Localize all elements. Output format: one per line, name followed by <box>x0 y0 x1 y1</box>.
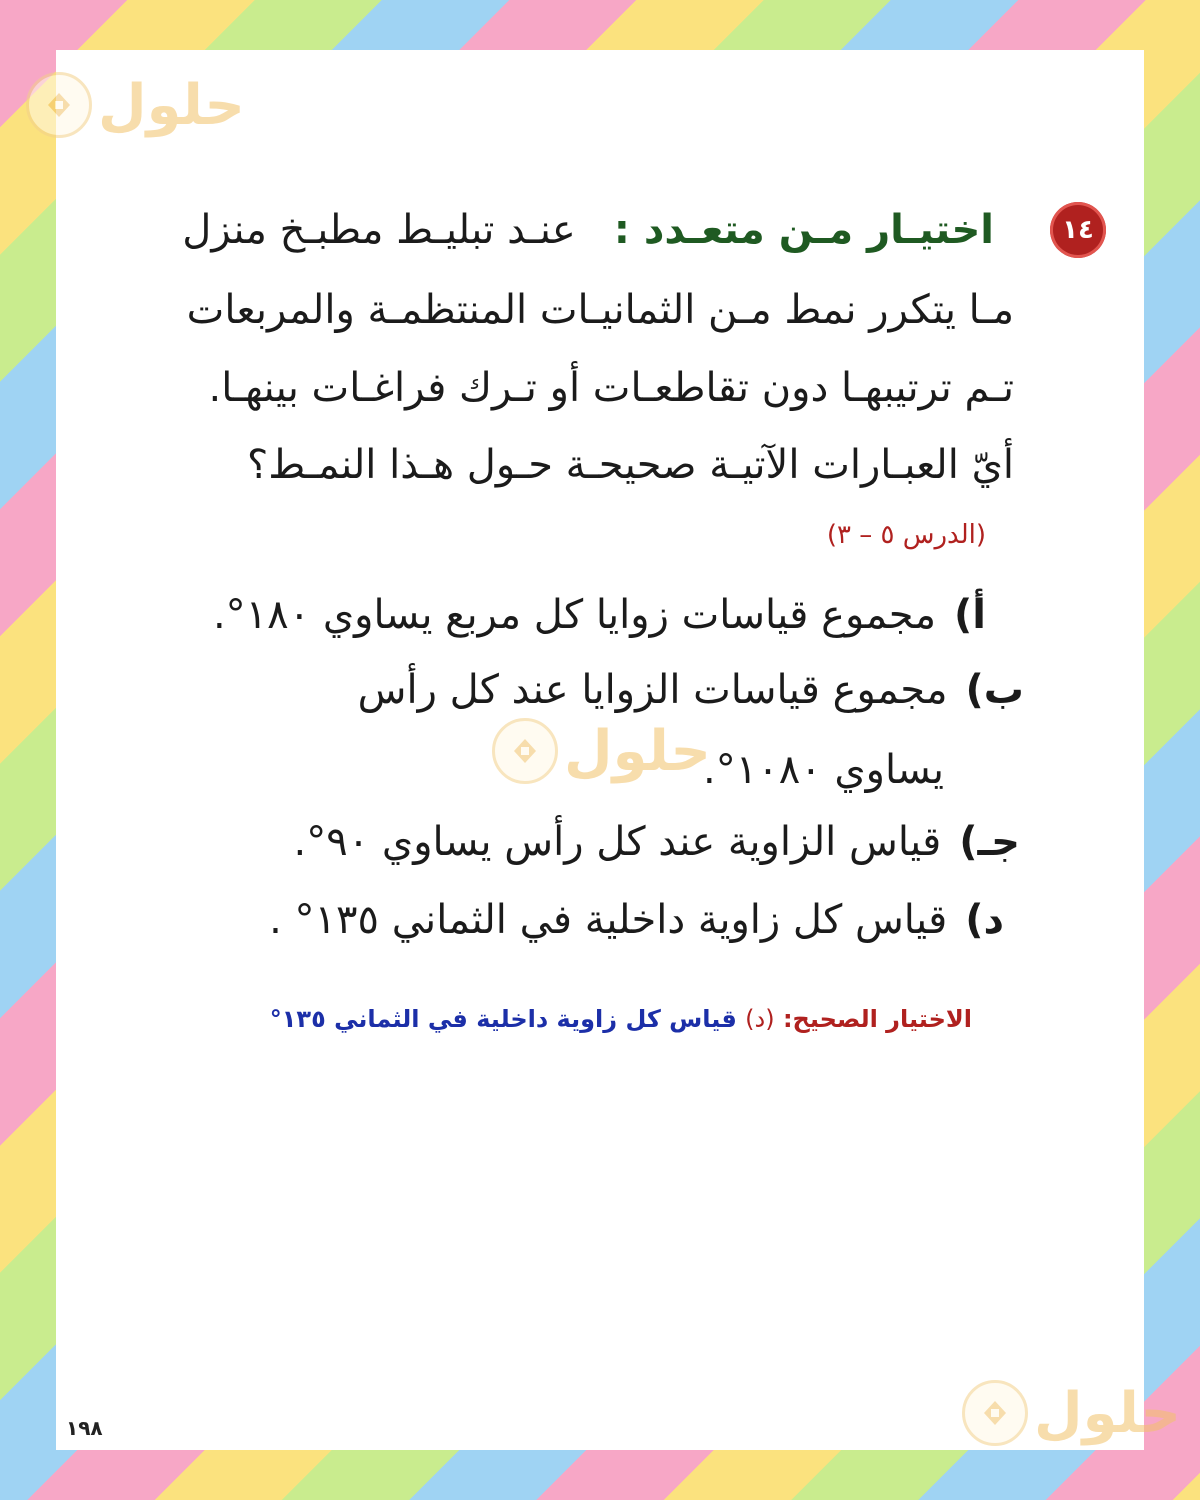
watermark-text: حلول <box>1034 1380 1181 1446</box>
answer-text: قياس كل زاوية داخلية في الثماني ١٣٥° <box>269 1005 737 1033</box>
worksheet-page <box>56 50 1181 1450</box>
watermark-logo-center <box>492 718 711 784</box>
option-b-letter: ب) <box>965 667 1024 713</box>
option-b <box>357 667 1024 713</box>
option-a-letter: أ) <box>954 592 986 638</box>
book-icon <box>492 718 558 784</box>
option-d-text: قياس كل زاوية داخلية في الثماني ١٣٥° . <box>269 897 948 943</box>
option-a-text: مجموع قياسات زوايا كل مربع يساوي ١٨٠°. <box>212 592 936 638</box>
option-b-continued: يساوي ١٠٨٠°. <box>703 747 944 793</box>
option-d <box>269 897 1004 943</box>
lesson-reference: (الدرس ٥ – ٣) <box>826 520 986 550</box>
question-number-badge: ١٤ <box>1050 202 1106 258</box>
answer-label: الاختيار الصحيح: <box>782 1005 972 1033</box>
book-icon <box>962 1380 1028 1446</box>
option-b-text: مجموع قياسات الزوايا عند كل رأس <box>357 667 948 713</box>
question-heading: اختيـار مـن متعـدد : <box>613 207 994 253</box>
option-d-letter: د) <box>965 897 1004 943</box>
watermark-text: حلول <box>564 718 711 784</box>
watermark-logo <box>26 72 245 138</box>
question-line-2: مـا يتكرر نمط مـن الثمانيـات المنتظمـة والمربعات <box>186 287 1014 333</box>
question-line-1 <box>182 207 994 253</box>
watermark-text: حلول <box>98 72 245 138</box>
answer-letter: (د) <box>745 1005 775 1033</box>
option-c-letter: جـ) <box>959 819 1020 865</box>
question-text-1: عنـد تبليـط مطبـخ منزل <box>182 207 576 253</box>
option-c <box>293 819 1021 865</box>
book-icon <box>26 72 92 138</box>
page-number: ١٩٨ <box>66 1416 103 1440</box>
option-c-text: قياس الزاوية عند كل رأس يساوي ٩٠°. <box>293 819 942 865</box>
question-line-3: تـم ترتيبهـا دون تقاطعـات أو تـرك فراغـات بينهـا. <box>208 365 1014 411</box>
correct-answer <box>270 1005 972 1033</box>
option-a <box>212 592 986 638</box>
question-line-4: أيّ العبـارات الآتيـة صحيحـة حـول هـذا النمـط؟ <box>246 442 1014 488</box>
watermark-logo-bottom <box>962 1380 1181 1446</box>
